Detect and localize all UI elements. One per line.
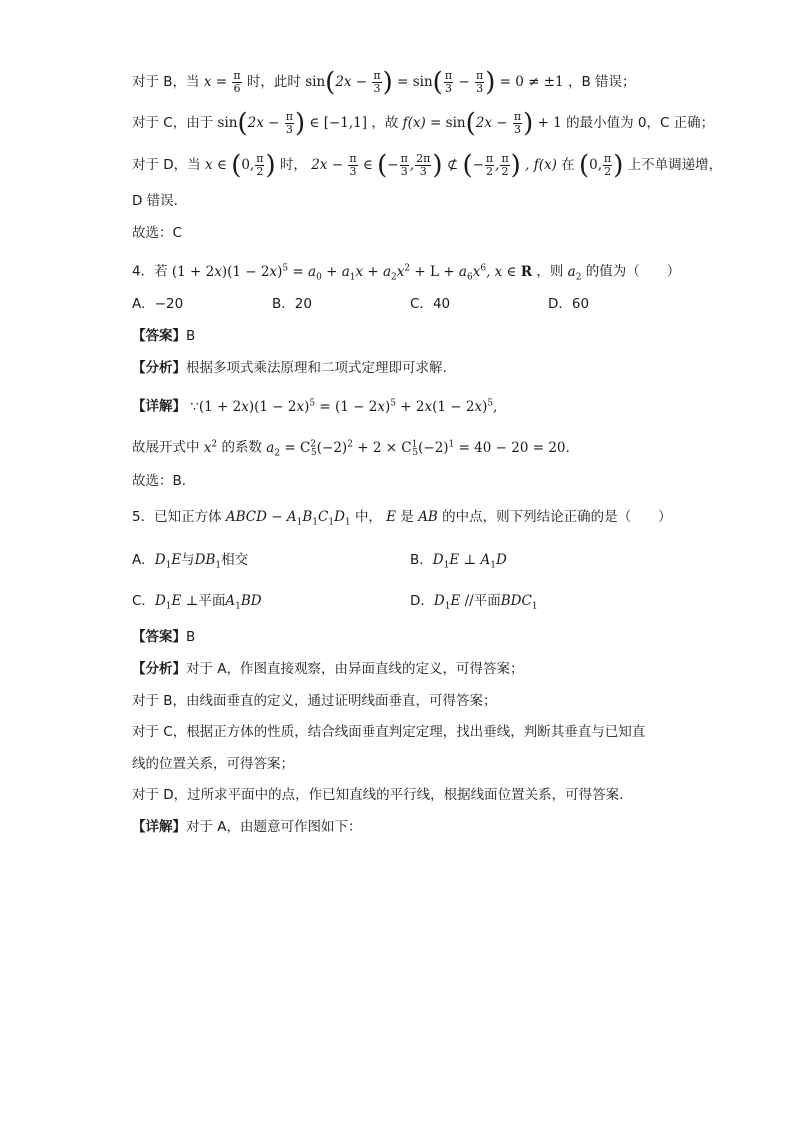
q4-coefficient: 故展开式中 $x^2$ 的系数 $a_2 = C^2_5(-2)^2 + 2 \times C^1_5(-2)^1 = 40 - 20 = 20$. bbox=[132, 439, 570, 459]
math-x-squared: $x^2$ bbox=[203, 439, 218, 456]
q4-option-d: D．60 bbox=[548, 296, 590, 312]
math-interval-inclusion: 2x − $\frac{\pi}{3}$ ∈ (− $\frac{\pi}{3}$ , $\frac{2\pi}{3}$ ) ⊄ (− $\frac{\pi}{2}$ , $\frac{\pi}{2}$ ) bbox=[311, 150, 521, 181]
q5-analysis-1: 【分析】对于 A，作图直接观察，由异面直线的定义，可得答案； bbox=[132, 661, 524, 677]
math-coefficient-calc: $a_2 = C^2_5(-2)^2 + 2 \times C^1_5(-2)^1 = 40 - 20 = 20$. bbox=[266, 439, 570, 459]
math-fx: , f(x) bbox=[525, 157, 557, 173]
q3-option-c-line: 对于 C，由于 sin(2x − $\frac{\pi}{3}$ ) ∈ [−1,1] ，故 f(x) = sin(2x − $\frac{\pi}{3}$ ) + 1 的最小值为 0，C 正确； bbox=[132, 108, 715, 139]
math-expansion: $(1 + 2x)(1 - 2x)^5 = a_0 + a_1x + a_2x^2 + L + a_6x^6$, x ∈ R bbox=[171, 263, 533, 283]
q5-answer: 【答案】B bbox=[132, 629, 196, 645]
math-a2: $a_2$ bbox=[567, 263, 582, 283]
q4-option-c: C．40 bbox=[410, 296, 451, 312]
math-sin-range: sin(2x − $\frac{\pi}{3}$ ) ∈ [−1,1] bbox=[217, 108, 368, 139]
math-x-equals-pi-over-6: x = $\frac{\pi}{6}$ bbox=[203, 69, 241, 95]
math-f-definition: f(x) = sin(2x − $\frac{\pi}{3}$ ) + 1 bbox=[402, 108, 562, 139]
q5-analysis-5: 对于 D，过所求平面中的点，作已知直线的平行线，根据线面位置关系，可得答案. bbox=[132, 787, 624, 803]
math-detail-identity: ∵(1 + $2x)(1 - 2x)^5 = (1 - 2x)^5 + 2x(1 - 2x)^5$, bbox=[190, 398, 498, 415]
q4-stem: 4．若 $(1 + 2x)(1 - 2x)^5 = a_0 + a_1x + a_2x^2 + L + a_6x^6$, x ∈ R ，则 $a_2$ 的值为（ ） bbox=[132, 263, 681, 283]
q5-stem: 5．已知正方体 ABCD − $A_1B_1C_1D_1$ 中， E 是 AB 的中点，则下列结论正确的是（ ） bbox=[132, 509, 672, 528]
q5-analysis-4: 线的位置关系，可得答案； bbox=[132, 756, 294, 772]
q3-option-b-line: 对于 B，当 x = $\frac{\pi}{6}$ 时，此时 sin(2x − $\frac{\pi}{3}$ ) = sin( $\frac{\pi}{3}$ − $\frac{\pi}{3}$ ) = 0 ≠ ±1 ，B 错误； bbox=[132, 67, 636, 98]
q5-analysis-3: 对于 C，根据正方体的性质，结合线面垂直判定定理，找出垂线，判断其垂直与已知直 bbox=[132, 724, 646, 740]
q5-option-b: B．$D_1E$ ⊥ $A_1D$ bbox=[410, 552, 507, 571]
math-interval-0-pi2: (0, $\frac{\pi}{2}$ ) bbox=[578, 150, 624, 181]
q4-final: 故选：B. bbox=[132, 473, 187, 489]
math-sin-evaluation: sin(2x − $\frac{\pi}{3}$ ) = sin( $\frac{\pi}{3}$ − $\frac{\pi}{3}$ ) = 0 ≠ ±1 bbox=[305, 67, 564, 98]
q4-analysis: 【分析】根据多项式乘法原理和二项式定理即可求解. bbox=[132, 360, 447, 376]
q5-detail: 【详解】对于 A，由题意可作图如下： bbox=[132, 819, 362, 835]
q4-option-b: B．20 bbox=[272, 296, 312, 312]
q5-analysis-2: 对于 B，由线面垂直的定义，通过证明线面垂直，可得答案； bbox=[132, 693, 497, 709]
math-x-interval: x ∈ (0, $\frac{\pi}{2}$ ) bbox=[204, 150, 276, 181]
q4-option-a: A．−20 bbox=[132, 296, 184, 312]
q3-final-answer: 故选：C bbox=[132, 225, 182, 241]
q5-option-d: D．$D_1E$ //平面$BDC_1$ bbox=[410, 593, 538, 612]
q3-option-d-line: 对于 D，当 x ∈ (0, $\frac{\pi}{2}$ ) 时， 2x − $\frac{\pi}{3}$ ∈ (− $\frac{\pi}{3}$ , $\frac{2\pi}{3}$ ) ⊄ (− $\frac{\pi}{2}$ , $\frac{\pi}{2}$ ) , f(x) 在 (0, $\frac{\pi}{2}$ ) 上不单调递增， bbox=[132, 150, 723, 181]
math-cube-name: ABCD − $A_1B_1C_1D_1$ bbox=[225, 509, 351, 528]
q4-answer: 【答案】B bbox=[132, 328, 196, 344]
math-segment-ab: AB bbox=[418, 509, 438, 525]
q5-option-a: A．$D_1E$与$DB_1$相交 bbox=[132, 552, 249, 571]
q4-detail: 【详解】 ∵(1 + $2x)(1 - 2x)^5 = (1 - 2x)^5 + 2x(1 - 2x)^5$, bbox=[132, 398, 498, 415]
q5-option-c: C．$D_1E$ ⊥平面$A_1BD$ bbox=[132, 593, 262, 612]
q3-option-d-tail: D 错误. bbox=[132, 193, 178, 209]
math-point-e: E bbox=[386, 509, 397, 525]
